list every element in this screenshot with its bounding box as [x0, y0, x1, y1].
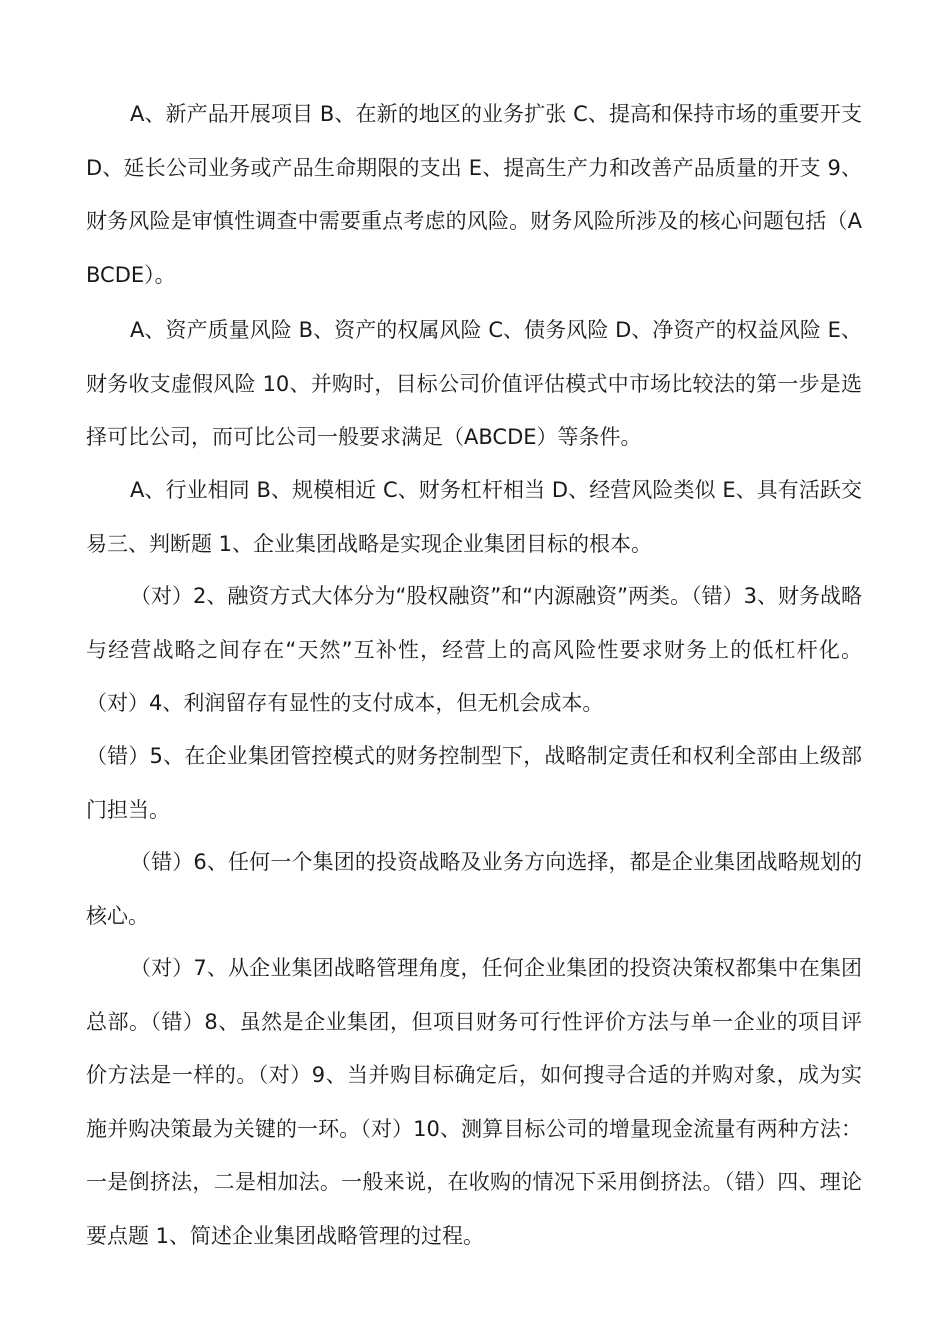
paragraph-3: A、行业相同 B、规模相近 C、财务杠杆相当 D、经营风险类似 E、具有活跃交易三、判断题 1、企业集团战略是实现企业集团目标的根本。 — [86, 478, 862, 556]
paragraph-1: A、新产品开展项目 B、在新的地区的业务扩张 C、提高和保持市场的重要开支 D、延长公司业务或产品生命期限的支出 E、提高生产力和改善产品质量的开支 9、财务风险是审慎性调查中需要重点考虑的风险。财务风险所涉及的核心问题包括（ABCDE）。 — [86, 102, 862, 287]
paragraph-4: （对）2、融资方式大体分为“股权融资”和“内源融资”两类。（错）3、财务战略与经营战略之间存在“天然”互补性，经营上的高风险性要求财务上的低杠杆化。（对）4、利润留存有显性的支付成本，但无机会成本。 — [86, 584, 862, 715]
paragraph-7: （对）7、从企业集团战略管理角度，任何企业集团的投资决策权都集中在集团总部。（错）8、虽然是企业集团，但项目财务可行性评价方法与单一企业的项目评价方法是一样的。（对）9、当并购目标确定后，如何搜寻合适的并购对象，成为实施并购决策最为关键的一环。（对）10、测算目标公司的增量现金流量有两种方法：一是倒挤法，二是相加法。一般来说，在收购的情况下采用倒挤法。（错）四、理论要点题 1、简述企业集团战略管理的过程。 — [86, 956, 862, 1248]
paragraph-5: （错）5、在企业集团管控模式的财务控制型下，战略制定责任和权利全部由上级部门担当。 — [86, 744, 862, 822]
paragraph-2: A、资产质量风险 B、资产的权属风险 C、债务风险 D、净资产的权益风险 E、财务收支虚假风险 10、并购时，目标公司价值评估模式中市场比较法的第一步是选择可比公司，而可比公司一般要求满足（ABCDE）等条件。 — [86, 318, 862, 449]
paragraph-6: （错）6、任何一个集团的投资战略及业务方向选择，都是企业集团战略规划的核心。 — [86, 850, 862, 928]
